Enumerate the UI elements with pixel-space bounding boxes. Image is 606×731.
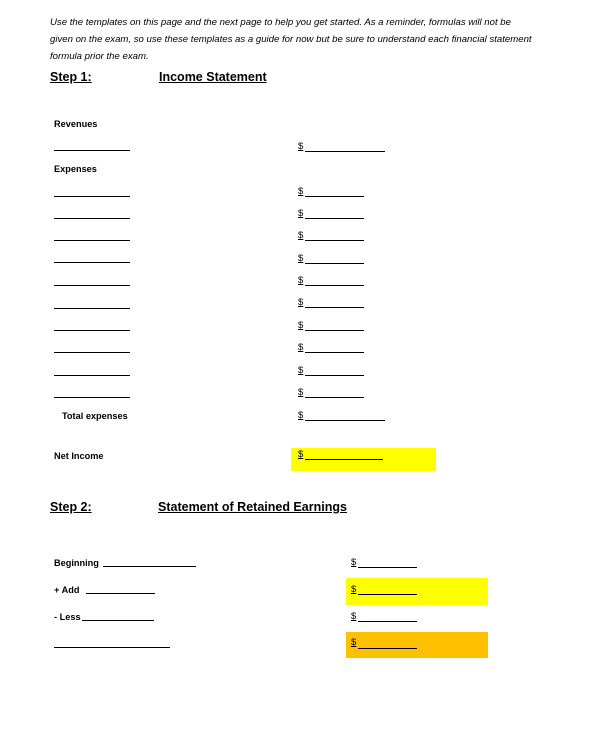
expense-name-line[interactable] <box>54 330 130 331</box>
total-expenses-amount-line[interactable] <box>305 420 385 421</box>
expense-name-line[interactable] <box>54 308 130 309</box>
total-expenses-dollar: $ <box>298 410 304 421</box>
net-income-label: Net Income <box>54 451 104 461</box>
expense-amount-line[interactable] <box>305 218 364 219</box>
expense-dollar: $ <box>298 208 304 219</box>
revenues-label: Revenues <box>54 119 98 129</box>
add-dollar: $ <box>351 584 357 595</box>
expense-name-line[interactable] <box>54 196 130 197</box>
ending-highlight <box>346 632 488 658</box>
expense-name-line[interactable] <box>54 397 130 398</box>
beginning-label: Beginning <box>54 558 99 568</box>
expense-amount-line[interactable] <box>305 397 364 398</box>
revenue-amount-line[interactable] <box>305 151 385 152</box>
expense-dollar: $ <box>298 365 304 376</box>
add-highlight <box>346 578 488 605</box>
expense-amount-line[interactable] <box>305 330 364 331</box>
expense-name-line[interactable] <box>54 375 130 376</box>
expense-amount-line[interactable] <box>305 307 364 308</box>
expense-name-line[interactable] <box>54 262 130 263</box>
intro-paragraph <box>50 14 560 65</box>
revenue-dollar: $ <box>298 141 304 152</box>
retained-earnings-title: Statement of Retained Earnings <box>158 500 347 514</box>
expense-amount-line[interactable] <box>305 196 364 197</box>
step1-label: Step 1: <box>50 70 92 84</box>
less-label: - Less <box>54 612 81 622</box>
expense-dollar: $ <box>298 186 304 197</box>
expenses-label: Expenses <box>54 164 97 174</box>
expense-amount-line[interactable] <box>305 352 364 353</box>
revenue-name-line[interactable] <box>54 150 130 151</box>
add-label: + Add <box>54 585 80 595</box>
intro-line-1: Use the templates on this page and the next page to help you get started. As a reminder, formulas will not be <box>50 17 511 28</box>
less-amount-line[interactable] <box>358 621 417 622</box>
net-income-amount-line[interactable] <box>305 459 383 460</box>
income-statement-title: Income Statement <box>159 70 267 84</box>
expense-amount-line[interactable] <box>305 375 364 376</box>
expense-amount-line[interactable] <box>305 263 364 264</box>
beginning-name-line[interactable] <box>103 566 196 567</box>
less-dollar: $ <box>351 611 357 622</box>
expense-dollar: $ <box>298 275 304 286</box>
expense-dollar: $ <box>298 320 304 331</box>
expense-name-line[interactable] <box>54 352 130 353</box>
ending-dollar: $ <box>351 637 357 648</box>
expense-dollar: $ <box>298 230 304 241</box>
step2-label: Step 2: <box>50 500 92 514</box>
expense-name-line[interactable] <box>54 285 130 286</box>
total-expenses-label: Total expenses <box>62 411 128 421</box>
intro-line-2: given on the exam, so use these templates as a guide for now but be sure to understand each financial statement <box>50 34 532 45</box>
expense-name-line[interactable] <box>54 240 130 241</box>
expense-dollar: $ <box>298 342 304 353</box>
add-amount-line[interactable] <box>358 594 417 595</box>
intro-line-3: formula prior the exam. <box>50 51 149 62</box>
beginning-dollar: $ <box>351 557 357 568</box>
expense-dollar: $ <box>298 297 304 308</box>
expense-dollar: $ <box>298 387 304 398</box>
expense-amount-line[interactable] <box>305 240 364 241</box>
beginning-amount-line[interactable] <box>358 567 417 568</box>
less-name-line[interactable] <box>82 620 154 621</box>
ending-name-line[interactable] <box>54 647 170 648</box>
expense-dollar: $ <box>298 253 304 264</box>
expense-amount-line[interactable] <box>305 285 364 286</box>
add-name-line[interactable] <box>86 593 155 594</box>
ending-amount-line[interactable] <box>358 648 417 649</box>
expense-name-line[interactable] <box>54 218 130 219</box>
net-income-dollar: $ <box>298 449 304 460</box>
